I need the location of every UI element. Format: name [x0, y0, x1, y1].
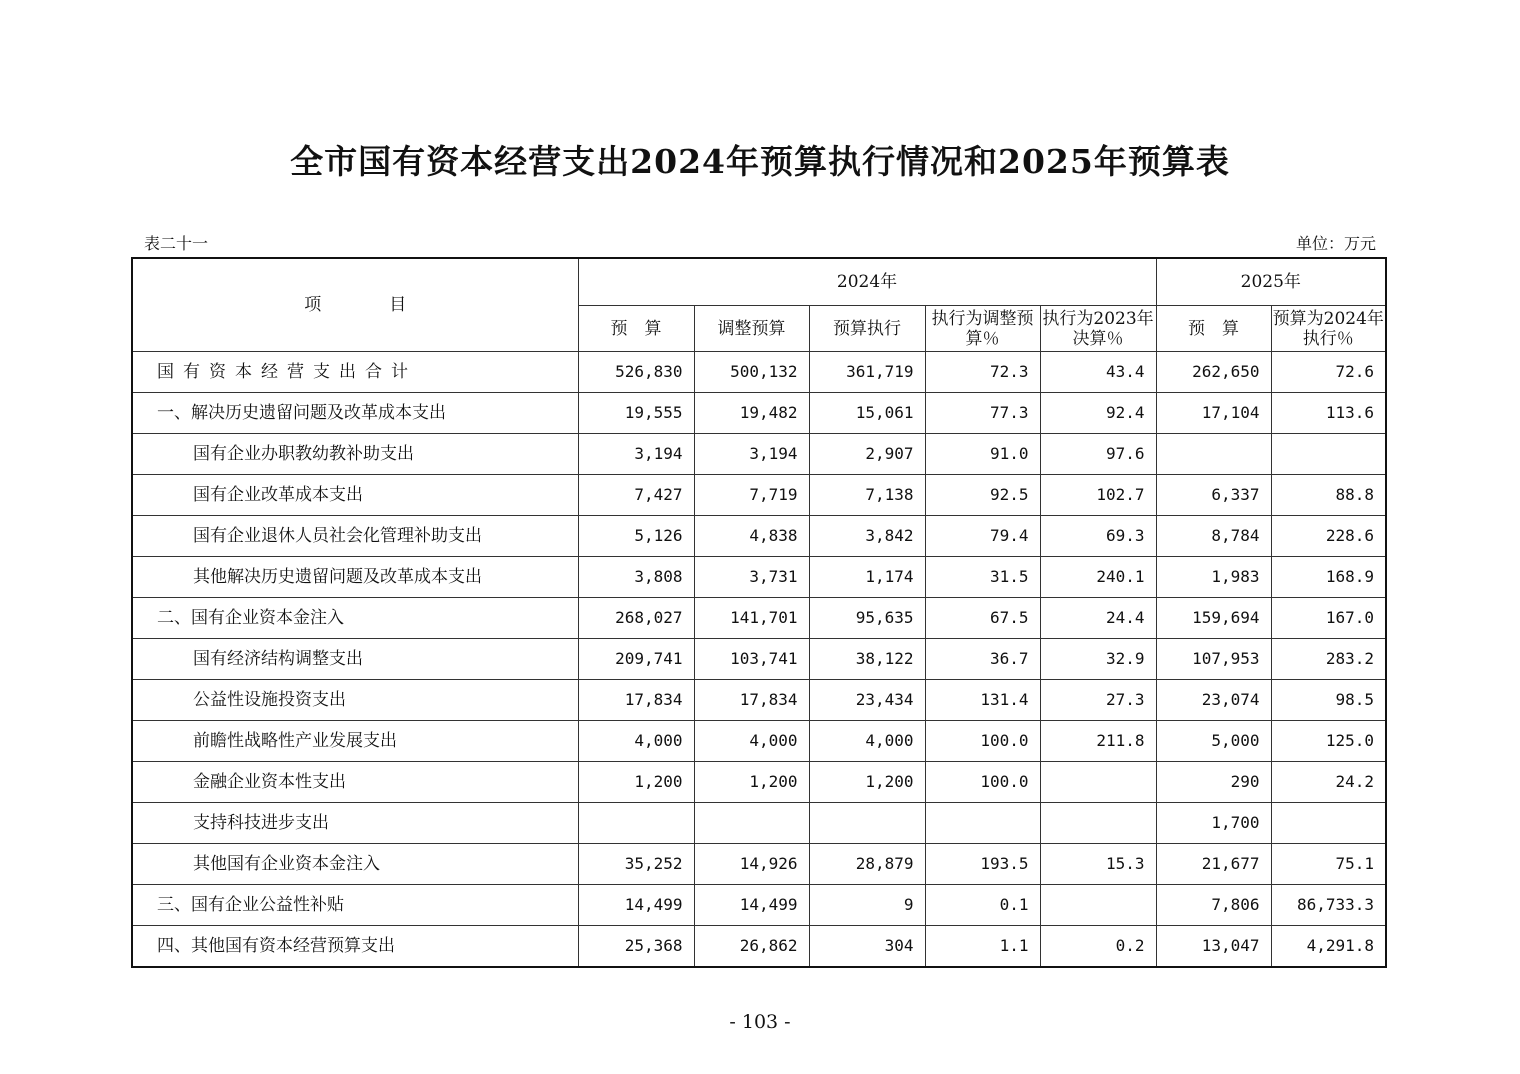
cell-value: 19,482 — [694, 393, 809, 434]
cell-value: 304 — [809, 926, 925, 968]
cell-value: 32.9 — [1040, 639, 1156, 680]
cell-value: 4,291.8 — [1271, 926, 1386, 968]
cell-value: 103,741 — [694, 639, 809, 680]
cell-value: 100.0 — [925, 721, 1040, 762]
unit-label: 单位：万元 — [1295, 234, 1376, 253]
cell-value: 113.6 — [1271, 393, 1386, 434]
row-label: 国有企业办职教幼教补助支出 — [132, 434, 578, 475]
cell-value: 141,701 — [694, 598, 809, 639]
cell-value: 17,104 — [1156, 393, 1271, 434]
row-label: 一、解决历史遗留问题及改革成本支出 — [132, 393, 578, 434]
table-row — [132, 516, 1386, 557]
cell-value: 102.7 — [1040, 475, 1156, 516]
cell-value: 3,194 — [578, 434, 694, 475]
cell-value: 17,834 — [694, 680, 809, 721]
cell-value: 19,555 — [578, 393, 694, 434]
cell-value — [1040, 885, 1156, 926]
cell-value: 1,200 — [578, 762, 694, 803]
header-col: 预算执行 — [809, 306, 925, 352]
cell-value: 28,879 — [809, 844, 925, 885]
page-number: - 103 - — [729, 1011, 791, 1033]
cell-value: 526,830 — [578, 352, 694, 393]
row-label: 公益性设施投资支出 — [132, 680, 578, 721]
cell-value — [1271, 434, 1386, 475]
cell-value: 7,427 — [578, 475, 694, 516]
header-col: 预 算 — [1156, 306, 1271, 352]
page-title: 全市国有资本经营支出2024年预算执行情况和2025年预算表 — [290, 142, 1230, 181]
header-col: 预 算 — [578, 306, 694, 352]
table-row — [132, 352, 1386, 393]
cell-value: 211.8 — [1040, 721, 1156, 762]
row-label: 国有企业退休人员社会化管理补助支出 — [132, 516, 578, 557]
cell-value — [809, 803, 925, 844]
cell-value: 24.4 — [1040, 598, 1156, 639]
cell-value: 168.9 — [1271, 557, 1386, 598]
cell-value: 100.0 — [925, 762, 1040, 803]
cell-value: 77.3 — [925, 393, 1040, 434]
cell-value: 26,862 — [694, 926, 809, 968]
table-row — [132, 434, 1386, 475]
header-col: 调整预算 — [694, 306, 809, 352]
cell-value: 35,252 — [578, 844, 694, 885]
cell-value: 4,838 — [694, 516, 809, 557]
cell-value: 167.0 — [1271, 598, 1386, 639]
cell-value: 4,000 — [809, 721, 925, 762]
cell-value: 1,200 — [694, 762, 809, 803]
cell-value: 75.1 — [1271, 844, 1386, 885]
table-row — [132, 803, 1386, 844]
cell-value: 5,126 — [578, 516, 694, 557]
cell-value: 14,499 — [578, 885, 694, 926]
header-year-2024: 2024年 — [578, 258, 1156, 306]
cell-value — [1040, 803, 1156, 844]
cell-value: 1,700 — [1156, 803, 1271, 844]
table-number: 表二十一 — [144, 234, 209, 253]
cell-value: 500,132 — [694, 352, 809, 393]
cell-value: 92.4 — [1040, 393, 1156, 434]
cell-value: 6,337 — [1156, 475, 1271, 516]
cell-value: 69.3 — [1040, 516, 1156, 557]
table-row — [132, 557, 1386, 598]
row-label: 二、国有企业资本金注入 — [132, 598, 578, 639]
cell-value: 38,122 — [809, 639, 925, 680]
cell-value: 43.4 — [1040, 352, 1156, 393]
cell-value: 1,174 — [809, 557, 925, 598]
cell-value: 97.6 — [1040, 434, 1156, 475]
row-label: 四、其他国有资本经营预算支出 — [132, 926, 578, 968]
table-row — [132, 393, 1386, 434]
cell-value: 1,983 — [1156, 557, 1271, 598]
cell-value: 290 — [1156, 762, 1271, 803]
cell-value: 7,719 — [694, 475, 809, 516]
cell-value: 5,000 — [1156, 721, 1271, 762]
cell-value: 0.2 — [1040, 926, 1156, 968]
table-row — [132, 885, 1386, 926]
cell-value: 98.5 — [1271, 680, 1386, 721]
header-col: 执行为2023年决算％ — [1040, 306, 1156, 352]
cell-value: 8,784 — [1156, 516, 1271, 557]
cell-value: 23,074 — [1156, 680, 1271, 721]
cell-value: 262,650 — [1156, 352, 1271, 393]
cell-value: 107,953 — [1156, 639, 1271, 680]
table-row — [132, 598, 1386, 639]
cell-value: 14,499 — [694, 885, 809, 926]
cell-value: 0.1 — [925, 885, 1040, 926]
cell-value: 24.2 — [1271, 762, 1386, 803]
cell-value: 1.1 — [925, 926, 1040, 968]
cell-value: 15.3 — [1040, 844, 1156, 885]
table-row — [132, 475, 1386, 516]
budget-table — [131, 257, 1387, 968]
cell-value: 67.5 — [925, 598, 1040, 639]
cell-value: 4,000 — [694, 721, 809, 762]
cell-value: 283.2 — [1271, 639, 1386, 680]
cell-value — [1271, 803, 1386, 844]
cell-value: 209,741 — [578, 639, 694, 680]
cell-value: 361,719 — [809, 352, 925, 393]
header-col: 执行为调整预算％ — [925, 306, 1040, 352]
cell-value: 86,733.3 — [1271, 885, 1386, 926]
cell-value — [1040, 762, 1156, 803]
table-row — [132, 680, 1386, 721]
cell-value: 7,138 — [809, 475, 925, 516]
cell-value: 25,368 — [578, 926, 694, 968]
header-item: 项 目 — [132, 258, 578, 352]
cell-value: 27.3 — [1040, 680, 1156, 721]
row-label: 前瞻性战略性产业发展支出 — [132, 721, 578, 762]
cell-value: 88.8 — [1271, 475, 1386, 516]
cell-value: 159,694 — [1156, 598, 1271, 639]
cell-value: 15,061 — [809, 393, 925, 434]
cell-value — [925, 803, 1040, 844]
cell-value: 13,047 — [1156, 926, 1271, 968]
header-col: 预算为2024年执行％ — [1271, 306, 1386, 352]
row-label: 支持科技进步支出 — [132, 803, 578, 844]
row-label: 金融企业资本性支出 — [132, 762, 578, 803]
cell-value: 228.6 — [1271, 516, 1386, 557]
cell-value: 193.5 — [925, 844, 1040, 885]
row-label: 国有企业改革成本支出 — [132, 475, 578, 516]
row-label: 三、国有企业公益性补贴 — [132, 885, 578, 926]
cell-value: 3,842 — [809, 516, 925, 557]
table-row — [132, 844, 1386, 885]
cell-value: 7,806 — [1156, 885, 1271, 926]
table-row — [132, 639, 1386, 680]
cell-value: 72.3 — [925, 352, 1040, 393]
cell-value: 36.7 — [925, 639, 1040, 680]
cell-value: 268,027 — [578, 598, 694, 639]
cell-value: 31.5 — [925, 557, 1040, 598]
cell-value: 2,907 — [809, 434, 925, 475]
cell-value: 131.4 — [925, 680, 1040, 721]
table-row — [132, 762, 1386, 803]
cell-value: 17,834 — [578, 680, 694, 721]
row-label: 国有资本经营支出合计 — [132, 352, 578, 393]
cell-value: 14,926 — [694, 844, 809, 885]
cell-value: 79.4 — [925, 516, 1040, 557]
cell-value: 92.5 — [925, 475, 1040, 516]
cell-value: 91.0 — [925, 434, 1040, 475]
cell-value: 3,808 — [578, 557, 694, 598]
table-row — [132, 721, 1386, 762]
cell-value: 1,200 — [809, 762, 925, 803]
cell-value: 9 — [809, 885, 925, 926]
cell-value: 125.0 — [1271, 721, 1386, 762]
cell-value: 3,731 — [694, 557, 809, 598]
cell-value: 23,434 — [809, 680, 925, 721]
cell-value: 3,194 — [694, 434, 809, 475]
row-label: 其他解决历史遗留问题及改革成本支出 — [132, 557, 578, 598]
cell-value: 4,000 — [578, 721, 694, 762]
cell-value: 240.1 — [1040, 557, 1156, 598]
row-label: 其他国有企业资本金注入 — [132, 844, 578, 885]
cell-value — [694, 803, 809, 844]
header-year-2025: 2025年 — [1156, 258, 1386, 306]
cell-value: 72.6 — [1271, 352, 1386, 393]
cell-value — [578, 803, 694, 844]
table-row — [132, 926, 1386, 968]
cell-value: 95,635 — [809, 598, 925, 639]
cell-value: 21,677 — [1156, 844, 1271, 885]
row-label: 国有经济结构调整支出 — [132, 639, 578, 680]
cell-value — [1156, 434, 1271, 475]
